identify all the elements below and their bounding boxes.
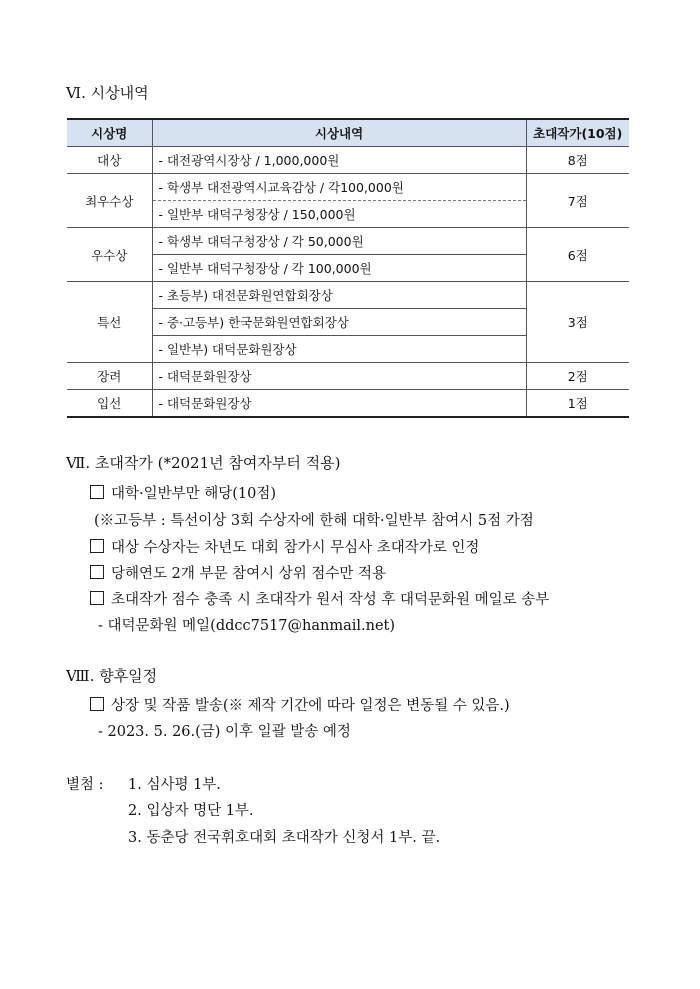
award-category: 대상 xyxy=(67,147,152,174)
award-detail: - 일반부) 대덕문화원장상 xyxy=(152,336,526,363)
award-detail: - 학생부 대전광역시교육감상 / 각100,000원 xyxy=(152,174,526,201)
award-category: 우수상 xyxy=(67,228,152,282)
checkbox-square-icon xyxy=(90,485,104,499)
table-row xyxy=(67,147,629,174)
awards-table xyxy=(67,118,629,418)
section-6-title: Ⅵ. 시상내역 xyxy=(66,84,149,102)
award-score: 1점 xyxy=(526,390,629,418)
attachments-label: 별첨 : xyxy=(66,777,104,793)
table-row xyxy=(67,228,629,255)
attachment-item: 3. 동춘당 전국휘호대회 초대작가 신청서 1부. 끝. xyxy=(128,830,441,846)
award-score: 8점 xyxy=(526,147,629,174)
checkbox-square-icon xyxy=(90,591,104,605)
list-item: 대상 수상자는 차년도 대회 참가시 무심사 초대작가로 인정 xyxy=(90,536,479,557)
header-award-name: 시상명 xyxy=(67,119,152,147)
checkbox-square-icon xyxy=(90,539,104,553)
table-row xyxy=(67,363,629,390)
list-item-note: (※고등부 : 특선이상 3회 수상자에 한해 대학·일반부 참여시 5점 가점 xyxy=(94,513,534,529)
checkbox-square-icon xyxy=(90,565,104,579)
table-row xyxy=(67,174,629,201)
award-score: 6점 xyxy=(526,228,629,282)
email-note: - 대덕문화원 메일(ddcc7517@hanmail.net) xyxy=(98,618,396,634)
award-score: 7점 xyxy=(526,174,629,228)
list-item: 상장 및 작품 발송(※ 제작 기간에 따라 일정은 변동될 수 있음.) xyxy=(90,694,510,715)
checkbox-square-icon xyxy=(90,697,104,711)
section-7-title: Ⅶ. 초대작가 (*2021년 참여자부터 적용) xyxy=(66,454,341,472)
award-category: 입선 xyxy=(67,390,152,418)
table-header-row xyxy=(67,119,629,147)
award-category: 특선 xyxy=(67,282,152,363)
section-8-title: Ⅷ. 향후일정 xyxy=(66,667,158,685)
award-detail: - 학생부 대덕구청장상 / 각 50,000원 xyxy=(152,228,526,255)
award-detail: - 일반부 대덕구청장상 / 150,000원 xyxy=(152,201,526,228)
award-category: 최우수상 xyxy=(67,174,152,228)
attachment-item: 2. 입상자 명단 1부. xyxy=(128,803,254,819)
table-row xyxy=(67,282,629,309)
award-detail: - 대덕문화원장상 xyxy=(152,390,526,418)
header-score: 초대작가(10점) xyxy=(526,119,629,147)
list-item: 대학·일반부만 해당(10점) xyxy=(90,482,276,503)
header-award-details: 시상내역 xyxy=(152,119,526,147)
award-detail: - 대전광역시장상 / 1,000,000원 xyxy=(152,147,526,174)
attachment-item: 1. 심사평 1부. xyxy=(128,777,221,793)
award-score: 3점 xyxy=(526,282,629,363)
award-detail: - 대덕문화원장상 xyxy=(152,363,526,390)
award-detail: - 일반부 대덕구청장상 / 각 100,000원 xyxy=(152,255,526,282)
award-detail: - 중·고등부) 한국문화원연합회장상 xyxy=(152,309,526,336)
award-category: 장려 xyxy=(67,363,152,390)
award-detail: - 초등부) 대전문화원연합회장상 xyxy=(152,282,526,309)
table-row xyxy=(67,390,629,418)
schedule-note: - 2023. 5. 26.(금) 이후 일괄 발송 예정 xyxy=(98,724,351,740)
award-score: 2점 xyxy=(526,363,629,390)
list-item: 초대작가 점수 충족 시 초대작가 원서 작성 후 대덕문화원 메일로 송부 xyxy=(90,588,549,609)
list-item: 당해연도 2개 부문 참여시 상위 점수만 적용 xyxy=(90,562,386,583)
